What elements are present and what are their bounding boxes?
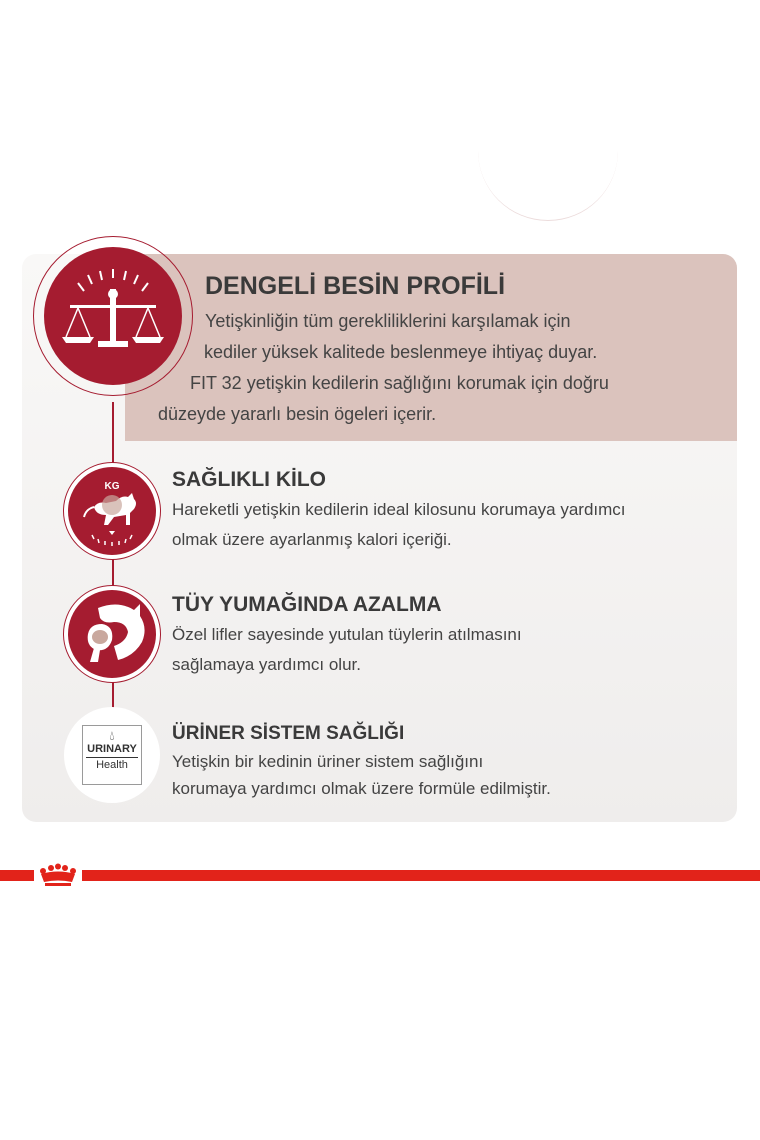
divider	[86, 757, 138, 758]
hairball-badge	[63, 585, 161, 683]
hairball-cat-icon	[68, 590, 156, 678]
feature-text-line: kediler yüksek kalitede beslenmeye ihtiyaç duyar.	[204, 342, 598, 362]
connector-line	[112, 402, 114, 464]
balance-badge	[33, 236, 193, 396]
royal-crown-icon	[34, 860, 82, 890]
feature-title: DENGELİ BESİN PROFİLİ	[205, 272, 506, 300]
feature-text-line: olmak üzere ayarlanmış kalori içeriği.	[172, 530, 452, 549]
feature-text-line: Hareketli yetişkin kedilerin ideal kilosunu korumaya yardımcı	[172, 500, 626, 519]
feature-text-line: Yetişkinliğin tüm gerekliliklerini karşılamak için	[205, 311, 571, 331]
feature-text-line: düzeyde yararlı besin ögeleri içerir.	[158, 404, 437, 424]
feature-text-line: sağlamaya yardımcı olur.	[172, 655, 361, 674]
feature-text-line: korumaya yardımcı olmak üzere formüle edilmiştir.	[172, 779, 551, 798]
weight-badge	[63, 462, 161, 560]
feature-title: ÜRİNER SİSTEM SAĞLIĞI	[172, 723, 405, 744]
decorative-arc	[478, 150, 618, 221]
kg-label: KG	[104, 481, 120, 492]
cat-weight-icon	[68, 467, 156, 555]
feature-text-line: Yetişkin bir kedinin üriner sistem sağlığını	[172, 752, 484, 771]
feature-title: SAĞLIKLI KİLO	[172, 468, 326, 491]
balance-scale-icon	[44, 247, 182, 385]
brand-bar	[0, 870, 760, 881]
urinary-label: URINARY	[87, 743, 137, 755]
feature-text-line: FIT 32 yetişkin kedilerin sağlığını korumak için doğru	[190, 373, 609, 393]
health-label: Health	[96, 759, 128, 771]
urinary-badge	[64, 707, 160, 803]
feature-text-line: Özel lifler sayesinde yutulan tüylerin atılmasını	[172, 625, 522, 644]
feature-title: TÜY YUMAĞINDA AZALMA	[172, 593, 442, 616]
urinary-health-icon	[82, 725, 142, 785]
drop-icon: 💧︎	[109, 728, 115, 743]
